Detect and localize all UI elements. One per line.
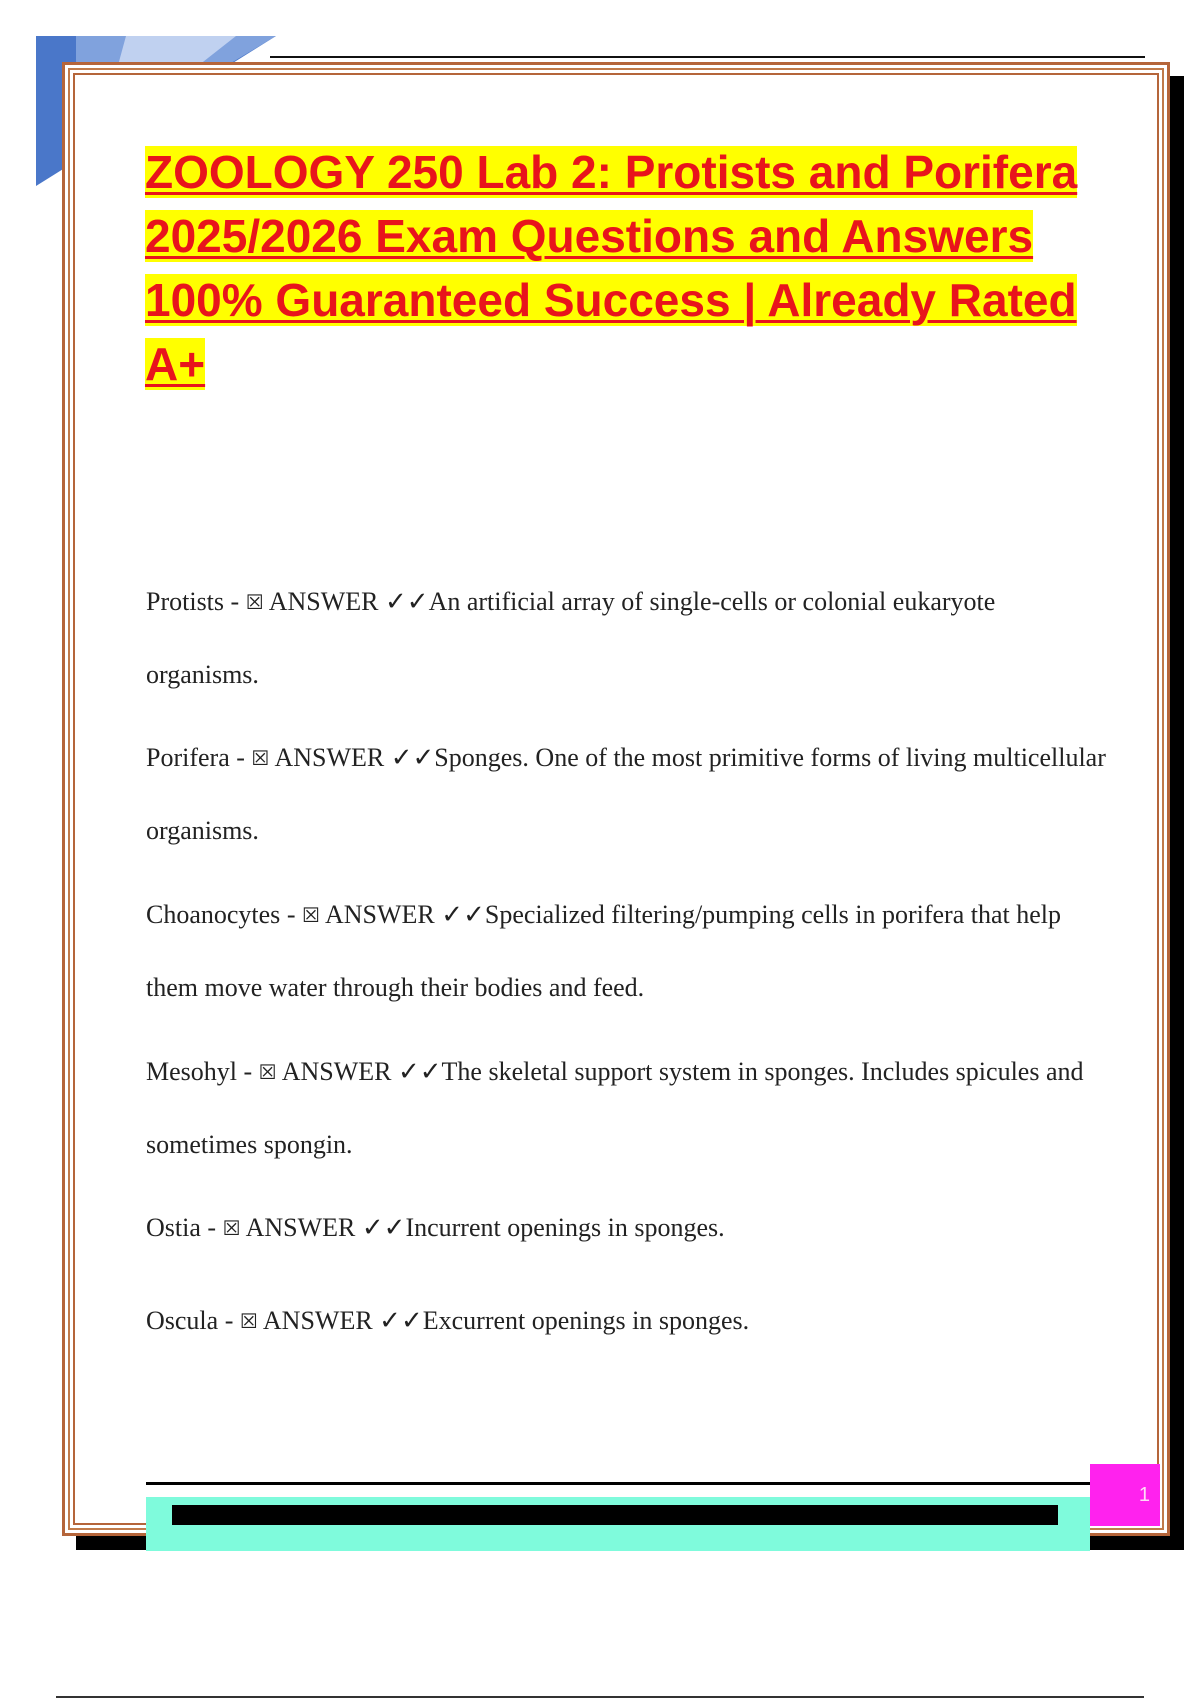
- term: Choanocytes: [146, 900, 281, 929]
- qa-entry: Choanocytes - ☒ ANSWER ✓✓Specialized filtering/pumping cells in porifera that help them move water through their bodies and feed.: [146, 900, 1062, 1002]
- footer-rule: [146, 1482, 1090, 1485]
- footer-bar: [172, 1505, 1058, 1525]
- definition: The skeletal support system in sponges. Includes spicules and sometimes spongin.: [146, 1057, 1084, 1159]
- answer-label: ANSWER: [281, 1057, 392, 1086]
- qa-entry: Porifera - ☒ ANSWER ✓✓Sponges. One of the most primitive forms of living multicellular organisms.: [146, 743, 1106, 845]
- term: Oscula: [146, 1306, 219, 1335]
- answer-label: ANSWER: [268, 587, 379, 616]
- document-title: [145, 140, 1095, 396]
- answer-label: ANSWER: [274, 743, 385, 772]
- term: Protists: [146, 587, 225, 616]
- qa-entry: Mesohyl - ☒ ANSWER ✓✓The skeletal support system in sponges. Includes spicules and sometimes spongin.: [146, 1057, 1084, 1159]
- qa-entry: Ostia - ☒ ANSWER ✓✓Incurrent openings in sponges.: [146, 1213, 725, 1242]
- answer-marker-icon: ☒: [222, 1218, 241, 1240]
- qa-entry: Oscula - ☒ ANSWER ✓✓Excurrent openings in sponges.: [146, 1306, 750, 1335]
- document-title-text: ZOOLOGY 250 Lab 2: Protists and Porifera 2025/2026 Exam Questions and Answers 100% Guaranteed Success | Already Rated A+: [145, 146, 1078, 390]
- definition: Specialized filtering/pumping cells in porifera that help them move water through their bodies and feed.: [146, 900, 1062, 1002]
- checkmark-icon: ✓✓: [390, 743, 435, 772]
- top-rule: [270, 56, 1145, 58]
- answer-label: ANSWER: [325, 900, 435, 929]
- answer-marker-icon: ☒: [239, 1311, 258, 1333]
- definition: Sponges. One of the most primitive forms of living multicellular organisms.: [146, 743, 1106, 845]
- bottom-rule: [56, 1696, 1144, 1698]
- answer-marker-icon: ☒: [258, 1062, 277, 1084]
- answer-marker-icon: ☒: [251, 748, 270, 770]
- page-number-badge: [1090, 1464, 1160, 1526]
- page-number: 1: [1138, 1483, 1150, 1506]
- definition: Incurrent openings in sponges.: [405, 1213, 725, 1242]
- answer-marker-icon: ☒: [301, 905, 320, 927]
- qa-entry: Protists - ☒ ANSWER ✓✓An artificial array of single-cells or colonial eukaryote organisms.: [146, 587, 996, 689]
- checkmark-icon: ✓✓: [385, 587, 429, 616]
- term: Mesohyl: [146, 1057, 237, 1086]
- checkmark-icon: ✓✓: [397, 1057, 442, 1086]
- answer-label: ANSWER: [245, 1213, 356, 1242]
- checkmark-icon: ✓✓: [441, 900, 485, 929]
- checkmark-icon: ✓✓: [379, 1306, 423, 1335]
- checkmark-icon: ✓✓: [361, 1213, 406, 1242]
- term: Porifera: [146, 743, 230, 772]
- term: Ostia: [146, 1213, 201, 1242]
- answer-marker-icon: ☒: [245, 592, 264, 614]
- definition: An artificial array of single-cells or colonial eukaryote organisms.: [146, 587, 996, 689]
- answer-label: ANSWER: [262, 1306, 373, 1335]
- definition: Excurrent openings in sponges.: [422, 1306, 750, 1335]
